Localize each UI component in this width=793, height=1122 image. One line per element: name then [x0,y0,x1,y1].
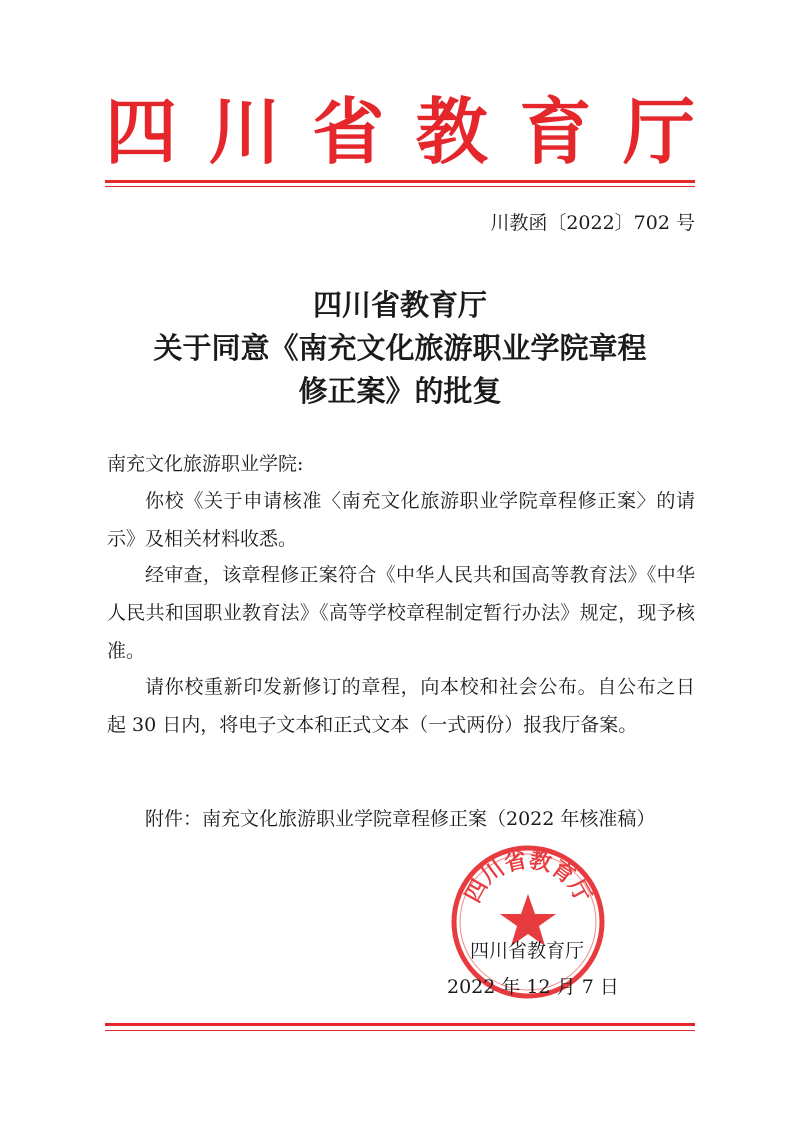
signature-date: 2022 年 12 月 7 日 [447,976,619,998]
agency-char: 教 [415,90,488,174]
agency-char: 育 [519,90,592,174]
agency-char: 厅 [622,90,695,174]
agency-char: 四 [105,90,178,174]
title-line-2: 关于同意《南充文化旅游职业学院章程 [153,331,647,365]
issuing-agency-header [105,92,695,172]
attachment-line: 附件：南充文化旅游职业学院章程修正案（2022 年核准稿） [145,808,656,830]
signature-org: 四川省教育厅 [470,940,585,962]
document-number: 川教函〔2022〕702 号 [490,212,695,234]
salutation: 南充文化旅游职业学院: [107,453,304,475]
title-line-1: 四川省教育厅 [312,288,487,322]
svg-text:四川省教育厅: 四川省教育厅 [460,847,596,907]
footer-divider-thin [105,1030,695,1031]
body-paragraph-1: 你校《关于申请核准〈南充文化旅游职业学院章程修正案〉的请示》及相关材料收悉。 [107,490,695,550]
body-paragraph-2: 经审查，该章程修正案符合《中华人民共和国高等教育法》《中华人民共和国职业教育法》《高等学校章程制定暂行办法》规定，现予核准。 [107,564,695,662]
footer-divider-thick [105,1023,695,1026]
document-title [90,284,710,413]
header-divider-thick [105,180,695,183]
header-divider-thin [105,186,695,187]
title-line-3: 修正案》的批复 [298,374,502,408]
agency-char: 川 [208,90,281,174]
agency-char: 省 [312,90,385,174]
body-paragraph-3: 请你校重新印发新修订的章程，向本校和社会公布。自公布之日起 30 日内，将电子文本和正式文本（一式两份）报我厅备案。 [107,676,695,736]
